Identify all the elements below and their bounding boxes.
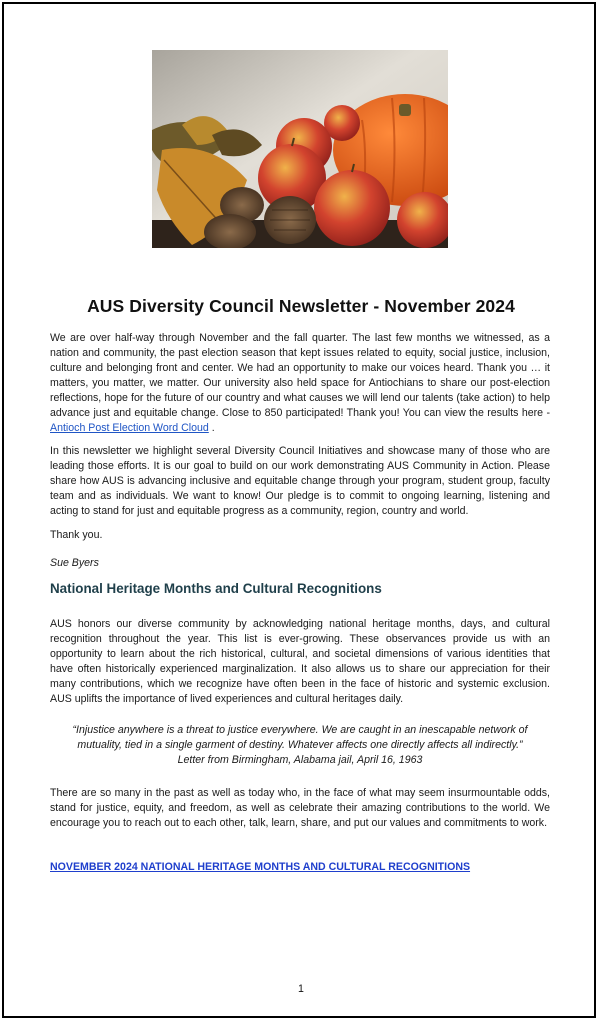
- signature: Sue Byers: [50, 557, 99, 569]
- mlk-quote: [50, 723, 550, 768]
- heritage-months-link-wrap: [50, 861, 470, 873]
- section-heading: National Heritage Months and Cultural Recognitions: [50, 581, 382, 596]
- intro-paragraph: [50, 331, 550, 436]
- page-number: 1: [298, 983, 304, 995]
- autumn-still-life-illustration: [152, 50, 448, 248]
- heritage-months-link[interactable]: NOVEMBER 2024 NATIONAL HERITAGE MONTHS AND CULTURAL RECOGNITIONS: [50, 861, 471, 873]
- initiatives-paragraph: In this newsletter we highlight several Diversity Council Initiatives and showcase many of those who are leading those efforts. It is our goal to build on our work demonstrating AUS Community in Action. Please share how AUS is advancing inclusive and equitable change through your program, student group, faculty team and as individuals. We want to know! Our pledge is to commit to ongoing learning, listening and acting to stand for just and equitable progress as a community, region, country and world.: [50, 445, 550, 517]
- word-cloud-link[interactable]: Antioch Post Election Word Cloud: [50, 422, 209, 434]
- quote-source: Letter from Birmingham, Alabama jail, April 16, 1963: [177, 754, 423, 766]
- quote-line-1: “Injustice anywhere is a threat to justice everywhere. We are caught in an inescapable network of: [72, 724, 528, 736]
- intro-text: We are over half-way through November and the fall quarter. The last few months we witnessed, as a nation and community, the past election season that kept issues related to equity, social justice, inclusion, culture and belonging front and center. We had an opportunity to make our voices heard. Thank you … it matters, you matter, we matter. Our university also held space for Antiochians to share our post-election reflections, hope for the future of our country and what causes we will lend our talents (take action) to help advance just and equitable change. Close to 850 participated! Thank you! You can view the results here -: [50, 332, 550, 419]
- intro-after-link: .: [208, 422, 215, 434]
- quote-line-2: mutuality, tied in a single garment of destiny. Whatever affects one directly affects all indirectly.”: [77, 739, 523, 751]
- newsletter-title: AUS Diversity Council Newsletter - November 2024: [87, 296, 515, 316]
- hero-image: [152, 50, 448, 248]
- heritage-paragraph: AUS honors our diverse community by acknowledging national heritage months, days, and cultural recognition throughout the year. This list is ever-growing. These observances provide us with an opportunity to learn about the rich historical, cultural, and societal dimensions of various identities that have often historically experienced marginalization. It also allows us to share our appreciation for their many contributions, which we recognize have often been in the face of historic and systemic exclusion. AUS uplifts the importance of lived experiences and cultural heritages daily.: [50, 618, 550, 705]
- encouragement-paragraph: There are so many in the past as well as today who, in the face of what may seem insurmountable odds, stand for justice, equity, and freedom, as well as celebrate their amazing contributions to the world. We encourage you to reach out to each other, talk, learn, share, and put our values and commitments to work.: [50, 787, 550, 829]
- closing-text: Thank you.: [50, 529, 103, 541]
